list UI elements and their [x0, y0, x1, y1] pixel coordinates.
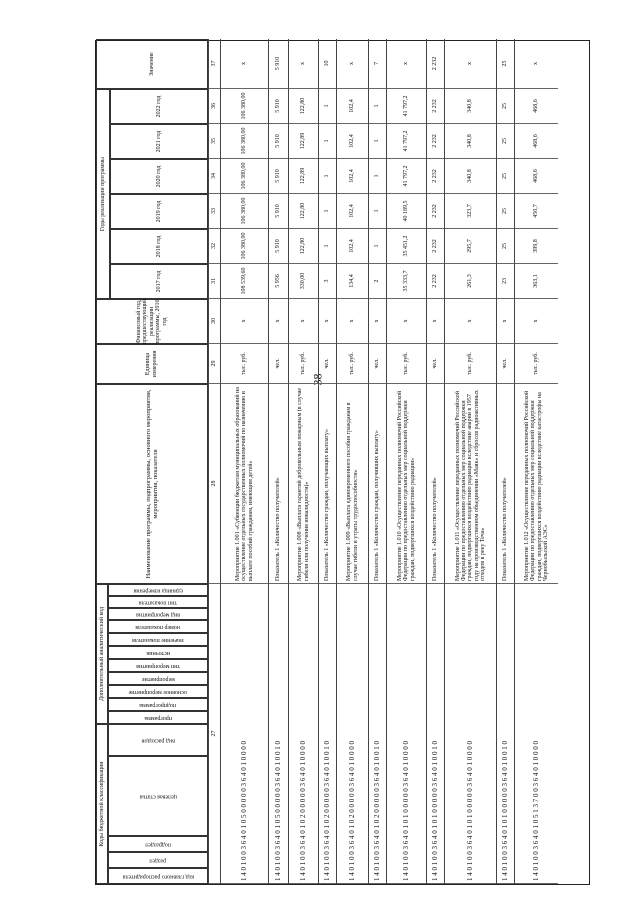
row-value-2021: 102,4	[337, 124, 368, 159]
column-number: 37	[209, 39, 220, 89]
table-row	[368, 39, 386, 884]
row-value-2020: 5 910	[269, 159, 288, 194]
column-number: 30	[209, 299, 220, 344]
row-value-2017: 108 539,60	[221, 264, 268, 299]
row-final: 7	[369, 39, 386, 89]
sub-dop-10: единица измерения	[108, 584, 208, 596]
column-number: 33	[209, 194, 220, 229]
row-value-2020: 2 232	[427, 159, 444, 194]
year-2021: 2021 год	[110, 124, 208, 159]
row-unit: тыс. руб.	[515, 344, 558, 384]
row-value-2017: 2	[369, 264, 386, 299]
row-value-2022: 1	[369, 89, 386, 124]
column-number: 36	[209, 89, 220, 124]
row-value-2022: 468,6	[515, 89, 558, 124]
table-row	[514, 39, 558, 884]
row-value-2021: 340,8	[445, 124, 496, 159]
row-value-2019: 1	[319, 194, 336, 229]
table-row	[318, 39, 336, 884]
row-name: Мероприятие 1.008 «Выплата гарантий добровольным пожарным (в случае гибели или получения инвалидности)»	[289, 384, 318, 584]
row-base: х	[269, 299, 288, 344]
row-final: 10	[319, 39, 336, 89]
row-base: х	[515, 299, 558, 344]
row-value-2020: 25	[497, 159, 514, 194]
row-base: х	[387, 299, 426, 344]
row-value-2017: 363,1	[515, 264, 558, 299]
row-value-2020: 41 797,2	[387, 159, 426, 194]
column-number: 34	[209, 159, 220, 194]
row-name: Мероприятие 1.001 «Субвенции бюджетам муниципальных образований на осуществление отдельных государственных полномочий по назначению и выплате пособий гражданам, имеющим детей»	[221, 384, 268, 584]
row-value-2022: 122,80	[289, 89, 318, 124]
rotated-table	[95, 40, 590, 885]
row-base: х	[427, 299, 444, 344]
row-value-2022: 102,4	[337, 89, 368, 124]
row-value-2019: 102,4	[337, 194, 368, 229]
table-row	[426, 39, 444, 884]
row-value-2021: 5 910	[269, 124, 288, 159]
sub-dop-6: значение показателя	[108, 633, 208, 646]
column-numbers-row	[208, 39, 220, 884]
row-name: Мероприятие 1.011 «Осуществление переданных полномочий Российской Федерации по предоставлению отдельных мер социальной поддержки граждан, подвергшихся воздействию радиации вследствие аварии в 1957 году на производственном объединении «Маяк» и сбросов радиоактивных отходов в реку Теча»	[445, 384, 496, 584]
table-row	[288, 39, 318, 884]
row-value-2017: 23	[497, 264, 514, 299]
header-kbk: Коды бюджетной классификации	[96, 724, 108, 884]
header-unit: Единица измерения	[96, 344, 208, 384]
row-value-2021: 468,6	[515, 124, 558, 159]
table-row	[336, 39, 368, 884]
sub-kbk-2: подраздел	[108, 836, 208, 852]
row-unit: чел.	[497, 344, 514, 384]
row-name: Мероприятие 1.010 «Осуществление переданных полномочий Российской Федерации по предоставлению отдельных мер социальной поддержки граждан, подвергшихся воздействию радиации»	[387, 384, 426, 584]
row-final: х	[221, 39, 268, 89]
sub-dop-4: тип мероприятия	[108, 659, 208, 672]
row-value-2022: 106 380,00	[221, 89, 268, 124]
row-value-2020: 122,89	[289, 159, 318, 194]
row-value-2018: 399,8	[515, 229, 558, 264]
row-value-2017: 5 956	[269, 264, 288, 299]
row-value-2017: 261,3	[445, 264, 496, 299]
row-value-2019: 25	[497, 194, 514, 229]
row-name: Мероприятие 1.012 «Осуществление переданных полномочий Российской Федерации по предоставлению отдельных мер социальной поддержки граждан, подвергшихся воздействию радиации вследствие катастрофы на Чернобыльской АЭС»	[515, 384, 558, 584]
row-value-2022: 25	[497, 89, 514, 124]
row-name: Показатель 1 «Количество получателей»	[269, 384, 288, 584]
budget-table	[95, 40, 590, 885]
row-final: х	[387, 39, 426, 89]
row-value-2017: 35 333,7	[387, 264, 426, 299]
table-row	[220, 39, 268, 884]
row-value-2019: 106 380,00	[221, 194, 268, 229]
row-code: 1 4 0 1 0 0 3 6 4 0 1 0 5 1 3 7 0 0 3 6 4 0 1 0 0 0 0	[515, 584, 558, 884]
row-value-2021: 106 380,00	[221, 124, 268, 159]
sub-kbk-0: код главного распорядителя	[108, 868, 208, 884]
row-unit: тыс. руб.	[337, 344, 368, 384]
sub-kbk-4: вид расходов	[108, 724, 208, 756]
row-value-2017: 330,00	[289, 264, 318, 299]
row-value-2021: 2 232	[427, 124, 444, 159]
row-code: 1 4 0 1 0 0 3 6 4 0 1 0 2 0 0 0 0 0 3 6 4 0 1 0 0 1 0	[319, 584, 336, 884]
row-base: х	[337, 299, 368, 344]
row-final: х	[445, 39, 496, 89]
row-base: х	[369, 299, 386, 344]
sub-dop-1: подпрограмма	[108, 698, 208, 711]
row-final: 2 232	[427, 39, 444, 89]
row-final: х	[515, 39, 558, 89]
row-value-2019: 122,80	[289, 194, 318, 229]
year-2020: 2020 год	[110, 159, 208, 194]
row-value-2021: 122,89	[289, 124, 318, 159]
row-code: 1 4 0 1 0 0 3 6 4 0 1 0 5 0 0 0 0 0 3 6 4 0 1 0 0 0 0	[221, 584, 268, 884]
row-value-2021: 25	[497, 124, 514, 159]
row-value-2022: 5 910	[269, 89, 288, 124]
row-value-2018: 1	[319, 229, 336, 264]
year-2022: 2022 год	[110, 89, 208, 124]
row-value-2021: 1	[369, 124, 386, 159]
row-value-2020: 340,8	[445, 159, 496, 194]
row-base: х	[445, 299, 496, 344]
sub-kbk-3: целевая статья	[108, 756, 208, 836]
header-base-year: Финансовый год, предшествующий реализации программы, 2016 год	[96, 299, 208, 344]
row-unit: тыс. руб.	[387, 344, 426, 384]
row-value-2018: 122,80	[289, 229, 318, 264]
row-name: Мероприятие 1.009 «Выплата единовременного пособия гражданам в случае гибели и утраты трудоспособности»	[337, 384, 368, 584]
row-name: Показатель 1 «Количество граждан, получивших выплату»	[369, 384, 386, 584]
row-code: 1 4 0 1 0 0 3 6 4 0 1 0 1 0 0 0 0 0 3 6 4 0 1 0 0 0 0	[445, 584, 496, 884]
header-dop: Дополнительный аналитический код	[96, 584, 108, 724]
row-code: 1 4 0 1 0 0 3 6 4 0 1 0 2 0 0 0 0 0 3 6 4 0 1 0 0 1 0	[369, 584, 386, 884]
header-name: Наименование программы, подпрограммы, основного мероприятия, мероприятия, показателя	[96, 384, 208, 584]
sub-dop-3: мероприятие	[108, 672, 208, 685]
row-value-2019: 1	[369, 194, 386, 229]
sub-dop-9: тип показателя	[108, 596, 208, 608]
page-number: 38	[310, 373, 325, 386]
column-number: 31	[209, 264, 220, 299]
header-final: Значение	[96, 39, 208, 89]
table-row	[268, 39, 288, 884]
table-row	[386, 39, 426, 884]
row-value-2019: 40 189,5	[387, 194, 426, 229]
row-value-2019: 323,7	[445, 194, 496, 229]
row-unit: чел.	[369, 344, 386, 384]
row-name: Показатель 1 «Количество граждан, получающих выплату»	[319, 384, 336, 584]
row-code: 1 4 0 1 0 0 3 6 4 0 1 0 1 0 0 0 0 0 3 6 4 0 1 0 0 1 0	[427, 584, 444, 884]
row-final: х	[337, 39, 368, 89]
row-base: х	[319, 299, 336, 344]
column-number: 28	[209, 384, 220, 584]
row-final: 5 910	[269, 39, 288, 89]
row-value-2018: 1	[369, 229, 386, 264]
row-value-2022: 41 797,2	[387, 89, 426, 124]
row-value-2018: 106 380,00	[221, 229, 268, 264]
table-row	[496, 39, 514, 884]
row-base: х	[221, 299, 268, 344]
row-value-2020: 106 380,00	[221, 159, 268, 194]
column-number: 29	[209, 344, 220, 384]
row-value-2020: 1	[319, 159, 336, 194]
row-value-2020: 468,6	[515, 159, 558, 194]
row-value-2019: 450,7	[515, 194, 558, 229]
row-final: х	[289, 39, 318, 89]
row-value-2017: 134,4	[337, 264, 368, 299]
table-row	[444, 39, 496, 884]
sub-dop-5: источник	[108, 646, 208, 659]
row-base: х	[289, 299, 318, 344]
row-value-2019: 5 910	[269, 194, 288, 229]
row-value-2022: 340,8	[445, 89, 496, 124]
row-value-2018: 5 910	[269, 229, 288, 264]
sub-dop-7: номер показателя	[108, 620, 208, 633]
row-value-2017: 2 232	[427, 264, 444, 299]
sub-kbk-1: раздел	[108, 852, 208, 868]
row-code: 1 4 0 1 0 0 3 6 4 0 1 0 5 0 0 0 0 0 3 6 4 0 1 0 0 1 0	[269, 584, 288, 884]
year-2018: 2018 год	[110, 229, 208, 264]
column-number: 35	[209, 124, 220, 159]
row-value-2022: 1	[319, 89, 336, 124]
row-base: х	[497, 299, 514, 344]
row-value-2020: 1	[369, 159, 386, 194]
row-value-2018: 25	[497, 229, 514, 264]
row-unit: чел.	[269, 344, 288, 384]
column-number: 27	[209, 584, 220, 884]
row-value-2018: 2 232	[427, 229, 444, 264]
row-value-2018: 102,4	[337, 229, 368, 264]
column-number: 32	[209, 229, 220, 264]
sub-dop-2: основное мероприятие	[108, 685, 208, 698]
row-code: 1 4 0 1 0 0 3 6 4 0 1 0 2 0 0 0 0 0 3 6 4 0 1 0 0 0 0	[289, 584, 318, 884]
row-name: Показатель 1 «Количество получателей»	[497, 384, 514, 584]
row-code: 1 4 0 1 0 0 3 6 4 0 1 0 2 0 0 0 0 0 3 6 4 0 1 0 0 0 0	[337, 584, 368, 884]
row-value-2021: 41 797,2	[387, 124, 426, 159]
row-unit: чел.	[427, 344, 444, 384]
row-unit: тыс. руб.	[445, 344, 496, 384]
row-value-2018: 295,7	[445, 229, 496, 264]
year-2017: 2017 год	[110, 264, 208, 299]
year-2019: 2019 год	[110, 194, 208, 229]
sub-dop-0: программа	[108, 711, 208, 724]
header-years: Годы реализации программы	[96, 89, 110, 299]
sub-dop-8: вид мероприятия	[108, 608, 208, 620]
row-code: 1 4 0 1 0 0 3 6 4 0 1 0 1 0 0 0 0 0 3 6 4 0 1 0 0 1 0	[497, 584, 514, 884]
row-value-2022: 2 232	[427, 89, 444, 124]
row-unit: тыс. руб.	[289, 344, 318, 384]
row-unit: тыс. руб.	[221, 344, 268, 384]
row-code: 1 4 0 1 0 0 3 6 4 0 1 0 1 0 0 0 0 0 3 6 4 0 1 0 0 0 0	[387, 584, 426, 884]
row-value-2019: 2 232	[427, 194, 444, 229]
row-unit: чел.	[319, 344, 336, 384]
row-value-2017: 3	[319, 264, 336, 299]
row-final: 25	[497, 39, 514, 89]
row-value-2021: 1	[319, 124, 336, 159]
row-value-2020: 102,4	[337, 159, 368, 194]
row-value-2018: 35 451,2	[387, 229, 426, 264]
row-name: Показатель 1 «Количество получателей»	[427, 384, 444, 584]
